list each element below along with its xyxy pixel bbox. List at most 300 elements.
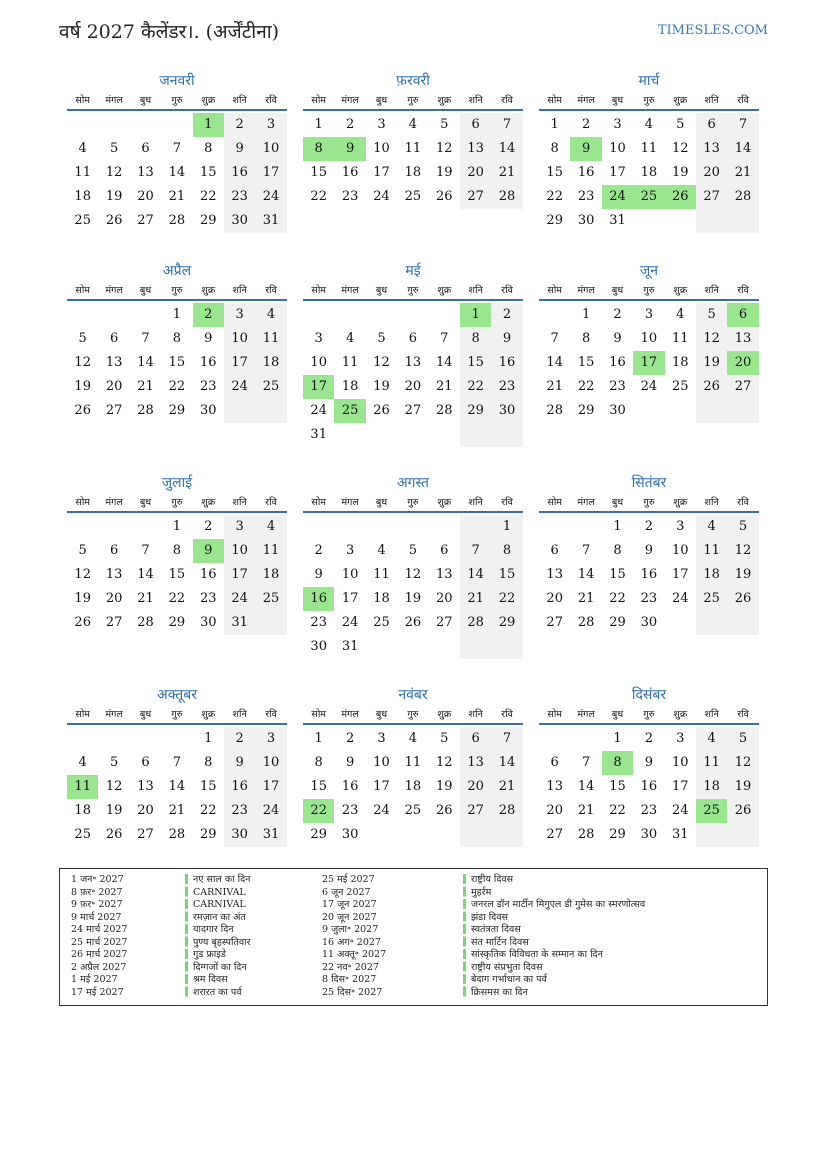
weekday-header (67, 494, 287, 513)
day-cell: 29 (168, 403, 186, 418)
weekday-label: शनि (704, 95, 719, 106)
day-cell: 25 (404, 803, 422, 818)
day-cell: 16 (640, 779, 658, 794)
empty-cell (303, 303, 334, 327)
day-cell: 14 (435, 355, 453, 370)
month-name: अगस्त (396, 475, 429, 491)
empty-cell (633, 399, 664, 423)
weekday-label: शुक्र (201, 497, 216, 508)
day-cell: 17 (255, 775, 286, 799)
day-cell: 1 (172, 519, 181, 534)
day-cell: 6 (141, 141, 150, 156)
day-cell: 27 (546, 615, 563, 630)
day-cell: 27 (105, 615, 123, 630)
day-cell: 29 (577, 403, 595, 418)
legend-entry: 8 फ़र॰ 2027 (71, 886, 123, 898)
day-cell: 27 (546, 827, 563, 842)
weekday-label: मंगल (341, 709, 359, 720)
day-cell: 15 (168, 567, 186, 582)
weekday-label: मंगल (341, 95, 359, 106)
weekday-label: सोम (311, 95, 326, 106)
day-cell: 27 (404, 403, 422, 418)
day-cell: 14 (460, 563, 491, 587)
day-cell: 19 (373, 379, 390, 394)
weekday-label: शुक्र (201, 709, 216, 720)
holiday-day: 20 (727, 351, 758, 375)
page-title: वर्ष 2027 कैलेंडर।. (अर्जेंटीना) (59, 21, 280, 43)
day-cell: 29 (609, 827, 626, 842)
day-cell: 28 (491, 799, 522, 823)
day-cell: 22 (199, 803, 217, 818)
legend-entry: मुहर्रम (471, 886, 492, 898)
weekday-label: सोम (547, 285, 562, 296)
month-name: सितंबर (631, 475, 667, 491)
day-cell: 23 (224, 799, 255, 823)
empty-cell (696, 823, 727, 847)
legend-entry: दिग्गजों का दिन (193, 961, 247, 973)
day-grid (67, 725, 287, 847)
day-cell: 24 (224, 587, 255, 611)
holiday-day: 6 (727, 303, 758, 327)
day-cell: 6 (109, 543, 119, 558)
day-cell: 11 (341, 355, 359, 370)
day-cell: 21 (168, 189, 186, 204)
weekday-header (303, 706, 523, 725)
legend-entry: 17 जून 2027 (322, 899, 377, 910)
day-cell: 18 (696, 775, 727, 799)
weekday-label: शनि (704, 709, 719, 720)
day-cell: 10 (310, 355, 327, 370)
day-cell: 6 (109, 331, 119, 346)
month-3 (539, 70, 759, 233)
day-cell: 12 (696, 327, 727, 351)
day-grid (539, 111, 759, 233)
day-cell: 17 (255, 161, 286, 185)
day-cell: 10 (224, 539, 255, 563)
day-cell: 10 (640, 331, 658, 346)
day-cell: 12 (671, 141, 689, 156)
weekday-label: शनि (704, 285, 719, 296)
day-cell: 18 (404, 779, 422, 794)
day-cell: 4 (345, 331, 355, 346)
day-cell: 26 (373, 403, 390, 418)
weekday-header (67, 706, 287, 725)
weekday-label: गुरु (171, 285, 183, 296)
day-cell: 2 (345, 117, 355, 132)
empty-cell (397, 515, 428, 539)
day-cell: 7 (491, 113, 522, 137)
day-cell: 20 (546, 591, 563, 606)
empty-cell (98, 303, 129, 327)
day-cell: 26 (74, 615, 91, 630)
day-cell: 19 (105, 189, 123, 204)
legend-entry: 25 मार्च 2027 (71, 936, 128, 948)
day-cell: 27 (105, 403, 123, 418)
legend-entry: 9 मार्च 2027 (71, 911, 122, 923)
day-cell: 18 (74, 189, 91, 204)
day-cell: 25 (671, 379, 689, 394)
weekday-label: सोम (311, 285, 326, 296)
day-cell: 17 (609, 165, 626, 180)
day-cell: 3 (644, 307, 653, 322)
day-grid (539, 513, 759, 635)
day-cell: 19 (404, 591, 422, 606)
day-cell: 17 (341, 591, 359, 606)
day-cell: 3 (676, 519, 685, 534)
day-cell: 15 (168, 355, 186, 370)
day-cell: 21 (577, 591, 595, 606)
day-cell: 3 (377, 117, 386, 132)
day-cell: 31 (255, 823, 286, 847)
day-cell: 3 (255, 727, 286, 751)
weekday-label: रवि (737, 497, 749, 508)
weekday-label: शनि (468, 95, 483, 106)
day-cell: 23 (199, 591, 217, 606)
legend-entry: CARNIVAL (193, 899, 246, 910)
holiday-day: 25 (696, 799, 727, 823)
day-cell: 17 (373, 779, 390, 794)
day-cell: 23 (224, 185, 255, 209)
empty-cell (491, 823, 522, 847)
holiday-day: 1 (193, 113, 224, 137)
day-cell: 13 (460, 751, 491, 775)
day-cell: 21 (168, 803, 186, 818)
day-cell: 23 (310, 615, 327, 630)
weekday-label: बुध (375, 497, 388, 508)
weekday-header (539, 494, 759, 513)
weekday-label: गुरु (407, 95, 419, 106)
weekday-label: शुक्र (673, 95, 688, 106)
day-cell: 5 (727, 727, 758, 751)
day-cell: 29 (491, 611, 522, 635)
empty-cell (67, 727, 98, 751)
day-cell: 5 (696, 303, 727, 327)
day-cell: 12 (727, 751, 758, 775)
day-cell: 28 (137, 403, 154, 418)
weekday-label: गुरु (643, 497, 655, 508)
day-cell: 21 (491, 775, 522, 799)
empty-cell (366, 423, 397, 447)
month-5 (303, 260, 523, 447)
empty-cell (397, 635, 428, 659)
day-cell: 24 (255, 185, 286, 209)
empty-cell (665, 209, 696, 233)
empty-cell (130, 515, 161, 539)
day-cell: 19 (727, 563, 758, 587)
day-cell: 28 (727, 185, 758, 209)
holiday-day: 16 (303, 587, 334, 611)
empty-cell (130, 727, 161, 751)
day-cell: 19 (105, 803, 123, 818)
day-cell: 21 (727, 161, 758, 185)
day-cell: 27 (460, 799, 491, 823)
weekday-header (303, 282, 523, 301)
day-cell: 13 (546, 567, 563, 582)
day-cell: 29 (460, 399, 491, 423)
legend-entry: शरारत का पर्व (193, 986, 242, 998)
holiday-day: 1 (460, 303, 491, 327)
day-cell: 18 (74, 803, 91, 818)
holiday-day: 26 (665, 185, 696, 209)
day-cell: 13 (696, 137, 727, 161)
day-cell: 23 (341, 803, 359, 818)
empty-cell (397, 423, 428, 447)
day-cell: 28 (168, 213, 186, 228)
day-cell: 25 (74, 827, 91, 842)
empty-cell (255, 611, 286, 635)
day-cell: 28 (491, 185, 522, 209)
month-8 (303, 472, 523, 659)
day-cell: 27 (727, 375, 758, 399)
holiday-day: 8 (303, 137, 334, 161)
weekday-label: शुक्र (437, 709, 452, 720)
weekday-label: बुध (139, 709, 152, 720)
month-12 (539, 684, 759, 847)
month-1 (67, 70, 287, 233)
day-cell: 7 (727, 113, 758, 137)
day-grid (303, 111, 523, 209)
day-cell: 8 (581, 331, 591, 346)
legend-entry: क्रिसमस का दिन (471, 986, 528, 998)
empty-cell (98, 113, 129, 137)
day-cell: 13 (727, 327, 758, 351)
day-cell: 1 (172, 307, 181, 322)
day-cell: 13 (137, 165, 154, 180)
day-cell: 10 (341, 567, 359, 582)
day-cell: 31 (224, 611, 255, 635)
empty-cell (460, 823, 491, 847)
day-cell: 22 (168, 379, 186, 394)
empty-cell (460, 635, 491, 659)
day-cell: 31 (310, 427, 327, 442)
empty-cell (98, 515, 129, 539)
day-cell: 23 (199, 379, 217, 394)
day-cell: 1 (314, 117, 323, 132)
day-cell: 2 (644, 731, 653, 746)
empty-cell (397, 303, 428, 327)
day-cell: 30 (224, 823, 255, 847)
day-cell: 12 (404, 567, 422, 582)
day-cell: 19 (435, 779, 453, 794)
day-cell: 15 (310, 165, 327, 180)
weekday-label: मंगल (341, 497, 359, 508)
day-cell: 10 (373, 141, 390, 156)
day-cell: 23 (640, 591, 658, 606)
day-cell: 26 (727, 799, 758, 823)
day-cell: 12 (105, 779, 123, 794)
day-cell: 13 (404, 355, 422, 370)
weekday-label: शनि (468, 709, 483, 720)
holiday-day: 9 (570, 137, 601, 161)
empty-cell (727, 823, 758, 847)
empty-cell (727, 209, 758, 233)
day-cell: 18 (255, 351, 286, 375)
day-cell: 22 (168, 591, 186, 606)
day-cell: 14 (546, 355, 563, 370)
day-cell: 6 (550, 543, 559, 558)
day-cell: 5 (440, 117, 449, 132)
month-name: जनवरी (159, 73, 195, 89)
day-cell: 22 (577, 379, 595, 394)
day-cell: 13 (105, 355, 123, 370)
weekday-label: गुरु (171, 497, 183, 508)
holiday-legend (59, 868, 768, 1006)
day-cell: 28 (460, 611, 491, 635)
weekday-label: शनि (232, 285, 247, 296)
day-cell: 24 (671, 591, 689, 606)
weekday-label: सोम (547, 95, 562, 106)
day-cell: 22 (491, 587, 522, 611)
day-cell: 30 (224, 209, 255, 233)
day-grid (67, 513, 287, 635)
empty-cell (130, 113, 161, 137)
day-grid (303, 513, 523, 659)
weekday-label: शनि (232, 709, 247, 720)
holiday-day: 9 (193, 539, 224, 563)
day-cell: 10 (255, 137, 286, 161)
day-cell: 22 (609, 591, 626, 606)
day-cell: 23 (609, 379, 626, 394)
empty-cell (539, 303, 570, 327)
legend-entry: 22 नव॰ 2027 (322, 961, 379, 973)
day-cell: 16 (341, 779, 359, 794)
empty-cell (161, 727, 192, 751)
day-cell: 18 (640, 165, 658, 180)
day-cell: 5 (440, 731, 449, 746)
month-name: जून (639, 263, 659, 279)
day-cell: 27 (137, 213, 154, 228)
legend-entry: 17 मई 2027 (71, 986, 124, 998)
day-cell: 4 (696, 727, 727, 751)
holiday-day: 9 (334, 137, 365, 161)
day-cell: 14 (577, 779, 595, 794)
day-cell: 28 (577, 615, 595, 630)
day-cell: 3 (613, 117, 622, 132)
day-cell: 23 (341, 189, 359, 204)
day-cell: 27 (435, 615, 453, 630)
weekday-header (539, 706, 759, 725)
legend-entry: गुड फ्राइडे (193, 949, 226, 960)
day-cell: 29 (310, 827, 327, 842)
day-cell: 25 (74, 213, 91, 228)
weekday-label: बुध (611, 709, 624, 720)
empty-cell (334, 515, 365, 539)
day-grid (67, 111, 287, 233)
day-cell: 11 (404, 141, 422, 156)
day-cell: 16 (577, 165, 595, 180)
weekday-label: बुध (611, 497, 624, 508)
day-cell: 2 (644, 519, 653, 534)
day-cell: 24 (310, 403, 327, 418)
day-cell: 5 (727, 515, 758, 539)
holiday-day: 25 (633, 185, 664, 209)
empty-cell (429, 303, 460, 327)
weekday-label: शनि (704, 497, 719, 508)
day-cell: 1 (550, 117, 559, 132)
day-cell: 17 (224, 351, 255, 375)
weekday-label: शनि (232, 497, 247, 508)
day-cell: 3 (224, 515, 255, 539)
legend-entry: झंडा दिवस (471, 911, 508, 923)
day-cell: 3 (676, 731, 685, 746)
day-cell: 15 (491, 563, 522, 587)
legend-entry: यादगार दिन (193, 924, 234, 935)
day-cell: 22 (609, 803, 626, 818)
day-cell: 21 (137, 591, 154, 606)
day-cell: 27 (460, 185, 491, 209)
day-cell: 30 (310, 639, 327, 654)
day-cell: 20 (696, 161, 727, 185)
day-cell: 18 (341, 379, 359, 394)
empty-cell (224, 399, 255, 423)
weekday-header (303, 92, 523, 111)
day-cell: 4 (676, 307, 685, 322)
day-cell: 12 (105, 165, 123, 180)
day-cell: 17 (224, 563, 255, 587)
empty-cell (539, 727, 570, 751)
weekday-label: शुक्र (437, 95, 452, 106)
legend-entry: 1 मई 2027 (71, 974, 118, 985)
day-cell: 7 (581, 755, 591, 770)
day-cell: 30 (640, 827, 658, 842)
empty-cell (67, 113, 98, 137)
day-cell: 20 (460, 775, 491, 799)
day-cell: 20 (404, 379, 422, 394)
day-cell: 6 (460, 727, 491, 751)
weekday-label: मंगल (577, 497, 595, 508)
site-link[interactable]: TIMESLES.COM (657, 23, 768, 38)
day-cell: 1 (491, 515, 522, 539)
day-cell: 9 (314, 567, 323, 582)
day-cell: 8 (314, 755, 323, 770)
day-cell: 11 (373, 567, 390, 582)
day-cell: 13 (460, 137, 491, 161)
day-cell: 5 (676, 117, 685, 132)
month-10 (67, 684, 287, 847)
day-cell: 25 (255, 375, 286, 399)
month-9 (539, 472, 759, 635)
day-cell: 7 (141, 331, 150, 346)
day-cell: 28 (168, 827, 186, 842)
day-cell: 27 (696, 185, 727, 209)
empty-cell (696, 611, 727, 635)
day-cell: 20 (460, 161, 491, 185)
day-cell: 30 (491, 399, 522, 423)
empty-cell (366, 635, 397, 659)
day-cell: 30 (609, 403, 626, 418)
holiday-day: 25 (334, 399, 365, 423)
day-cell: 16 (609, 355, 626, 370)
weekday-label: बुध (375, 285, 388, 296)
weekday-label: सोम (75, 497, 90, 508)
day-cell: 24 (640, 379, 658, 394)
day-cell: 12 (435, 755, 453, 770)
weekday-label: रवि (265, 497, 277, 508)
day-cell: 14 (491, 137, 522, 161)
weekday-header (539, 282, 759, 301)
day-cell: 12 (727, 539, 758, 563)
day-grid (539, 301, 759, 423)
day-cell: 30 (199, 615, 217, 630)
day-cell: 20 (435, 591, 453, 606)
day-cell: 15 (577, 355, 595, 370)
legend-entry: 24 मार्च 2027 (71, 924, 128, 935)
day-cell: 5 (78, 543, 87, 558)
day-cell: 9 (224, 751, 255, 775)
day-cell: 26 (105, 213, 123, 228)
day-cell: 14 (491, 751, 522, 775)
day-cell: 30 (199, 403, 217, 418)
